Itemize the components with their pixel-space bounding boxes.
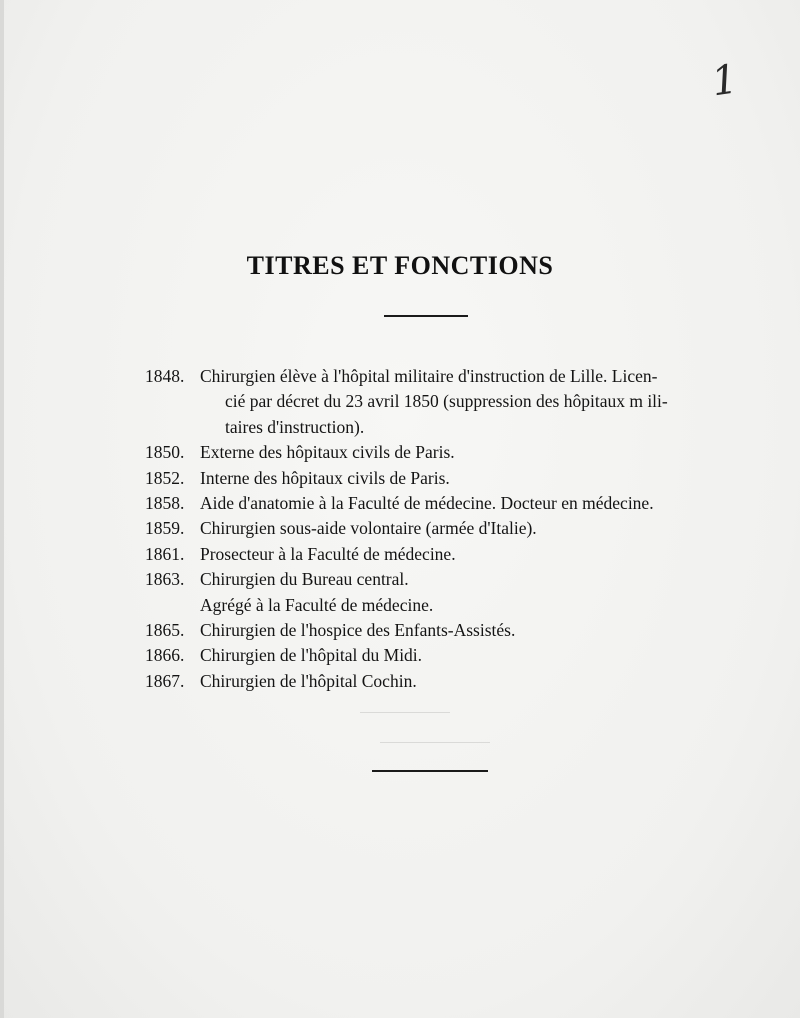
entry-year: 1848. [145,366,185,386]
entry-1850 [145,440,725,465]
entry-year: 1852. [145,467,185,488]
show-through-rule [360,712,450,713]
entry-year: 1865. [145,620,185,641]
entry-text: Chirurgien sous-aide volontaire (armée d'Italie). [200,518,537,539]
page-edge [0,0,4,1018]
entry-1865 [145,618,725,643]
entry-1863 [145,567,725,618]
entry-text: Chirurgien élève à l'hôpital militaire d'instruction de Lille. Licen- [200,366,658,386]
entry-text: cié par décret du 23 avril 1850 (suppression des hôpitaux m ili- [225,391,668,412]
entry-text: Prosecteur à la Faculté de médecine. [200,543,456,564]
entry-text: Aide d'anatomie à la Faculté de médecine. Docteur en médecine. [200,493,654,514]
entry-1867 [145,669,725,694]
entry-year: 1863. [145,569,185,590]
show-through-rule [380,742,490,743]
entry-text: Chirurgien de l'hospice des Enfants-Assistés. [200,620,516,641]
entry-text: Agrégé à la Faculté de médecine. [200,594,434,615]
page-title: TITRES ET FONCTIONS [246,251,554,281]
entry-1859 [145,516,725,541]
entry-text: Interne des hôpitaux civils de Paris. [200,467,450,488]
entries-list [145,364,725,694]
entry-1858 [145,491,725,516]
title-divider [384,315,468,317]
entry-text: Chirurgien du Bureau central. [200,569,409,590]
end-divider [372,770,488,772]
entry-text: taires d'instruction). [225,416,365,437]
entry-year: 1861. [145,543,185,564]
entry-year: 1867. [145,670,185,691]
entry-text: Chirurgien de l'hôpital Cochin. [200,670,417,691]
entry-year: 1859. [145,518,185,539]
entry-text: Externe des hôpitaux civils de Paris. [200,442,455,463]
entry-text: Chirurgien de l'hôpital du Midi. [200,645,423,666]
entry-1852 [145,466,725,491]
entry-year: 1858. [145,493,185,514]
entry-year: 1866. [145,645,185,666]
handwritten-folio-number: 1 [708,56,739,106]
entry-year: 1850. [145,442,185,463]
entry-1866 [145,643,725,668]
entry-1861 [145,542,725,567]
entry-1848 [145,364,725,440]
